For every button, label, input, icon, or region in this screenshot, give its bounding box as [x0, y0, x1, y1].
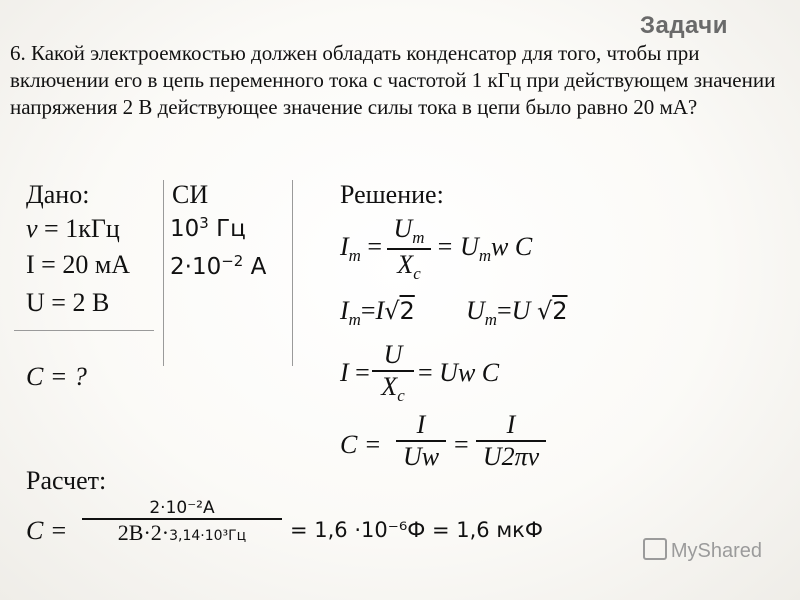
formula-effective-voltage: $U_m=U$ √2: [466, 296, 568, 329]
problem-text: 6. Какой электроемкостью должен обладать конденсатор для того, чтобы при включении его в цепь переменного тока с частотой 1 кГц при действующем значении напряжения 2 В действующее значение силы тока в цепи было равно 20 мА?: [10, 41, 776, 119]
fraction-i-uw: I Uw: [396, 410, 446, 472]
given-voltage: U = 2 В: [26, 288, 110, 317]
formula-c-eq: =: [454, 430, 469, 459]
si-label: СИ: [172, 180, 209, 209]
given-current: I = 20 мА: [26, 250, 131, 279]
calc-denominator: 2В·2·3,14·10³Гц: [117, 520, 247, 545]
si-frequency: [170, 214, 246, 242]
si-current-base: 2·10: [170, 254, 222, 281]
formula-c-lhs: C =: [340, 430, 382, 459]
given-frequency-value: = 1кГц: [44, 214, 120, 243]
fraction-i-u2pinu: I U2πν: [476, 410, 546, 472]
calc-result: = 1,6 ·10⁻⁶Ф = 1,6 мкФ: [290, 518, 543, 542]
si-frequency-base: 10: [170, 216, 200, 243]
formula-effective-current: $I_m=I√2$: [340, 296, 415, 329]
logo-icon: [643, 538, 667, 560]
fraction-u-xc: U $X_c$: [372, 340, 414, 406]
calc-fraction: [82, 498, 282, 546]
find-capacitance: С = ?: [26, 362, 87, 391]
si-current-exp: −2: [221, 252, 244, 270]
given-frequency: [26, 214, 120, 244]
si-frequency-exp: 3: [199, 214, 209, 232]
nu-symbol: ν: [26, 214, 38, 243]
fraction-um-xc: [387, 214, 431, 284]
given-label: Дано:: [26, 180, 90, 209]
formula-im-rhs: = $U_mw$ C: [436, 232, 533, 265]
slide-title: Задачи: [639, 12, 728, 39]
si-current: [170, 252, 266, 280]
column-divider-1: [163, 180, 164, 366]
si-frequency-unit: Гц: [216, 216, 246, 243]
formula-im-lhs: $I_m$ =: [340, 232, 383, 265]
solution-label: Решение:: [340, 180, 444, 209]
calc-numerator: 2·10⁻²А: [149, 498, 215, 518]
myshared-logo: MyShared: [643, 538, 762, 563]
formula-i-lhs: I =: [340, 358, 370, 387]
given-divider: [14, 330, 154, 331]
fraction-den: $X_c$: [397, 249, 421, 283]
calc-c-lhs: С =: [26, 516, 68, 545]
formula-i-rhs: = Uw C: [418, 358, 500, 387]
fraction-num: $U_m$: [393, 214, 425, 247]
column-divider-2: [292, 180, 293, 366]
si-current-unit: А: [250, 254, 267, 281]
calc-label: Расчет:: [26, 466, 107, 495]
